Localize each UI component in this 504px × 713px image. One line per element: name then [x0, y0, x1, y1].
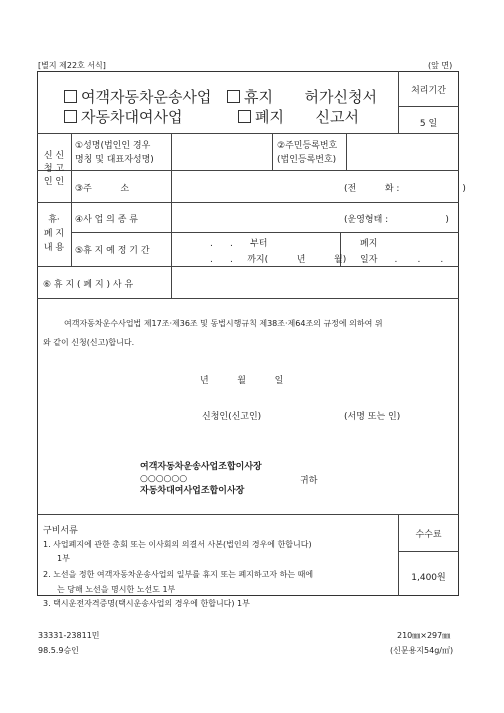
- processing-period-label: 처리기간: [411, 86, 446, 96]
- reason-label: ⑥ 휴 지 ( 폐 지 ) 사 유: [43, 280, 134, 290]
- document-item-1-copies: 1부: [57, 554, 70, 563]
- divider-documents-top: [37, 514, 459, 515]
- fee-value: 1,400원: [411, 573, 446, 583]
- period-from-field[interactable]: . . 부터: [210, 239, 268, 249]
- divider-reason-bottom: [37, 298, 459, 299]
- processing-period-value: 5 일: [419, 119, 438, 129]
- addressee-passenger-union: 여객자동차운송사업조합이사장: [140, 462, 262, 472]
- footer-paper-size: 210㎜×297㎜: [397, 631, 451, 640]
- vline-id-left: [272, 134, 273, 171]
- closure-date-label: 폐지: [360, 239, 378, 249]
- footer-approval: 98.5.9승인: [38, 646, 79, 655]
- divider-suspension-mid: [71, 232, 459, 233]
- applicant-signature-label: 신청인(신고인): [202, 412, 262, 422]
- fee-label: 수수료: [415, 530, 442, 540]
- checkbox-suspension[interactable]: [227, 90, 240, 103]
- statement-line-1: 여객자동차운수사업법 제17조·제36조 및 동법시행규칙 제38조·제64조의 규정에 의하여 위: [64, 319, 383, 328]
- name-label: ①성명(법인인 경우 명칭 및 대표자성명): [75, 141, 154, 165]
- addressee-block: [140, 461, 262, 497]
- suspension-section-label: 휴· 폐 지 내 용: [43, 215, 65, 253]
- business-type-field[interactable]: [172, 203, 342, 232]
- business-type-label: ④사 업 의 종 류: [75, 215, 138, 225]
- addressee-rental-union: 자동차대여사업조합이사장: [140, 486, 245, 496]
- title-option-closure: 폐지: [255, 108, 284, 126]
- reason-field[interactable]: [172, 267, 458, 298]
- name-field[interactable]: [172, 134, 271, 170]
- footer-paper-type: (신문용지54g/㎡): [390, 646, 454, 655]
- title-report: 신고서: [315, 108, 360, 126]
- checkbox-passenger-transport[interactable]: [64, 90, 77, 103]
- document-item-2: 2. 노선을 정한 여객자동차운송사업의 일부를 휴지 또는 폐지하고자 하는 때에: [43, 570, 314, 579]
- document-item-3: 3. 택시운전자격증명(택시운송사업의 경우에 한합니다) 1부: [43, 599, 250, 608]
- address-field[interactable]: [172, 171, 342, 202]
- title-row-2: [64, 106, 359, 127]
- title-option-passenger-transport: 여객자동차운송사업: [81, 88, 212, 106]
- document-item-2-cont: 는 당해 노선을 명시한 노선도 1부: [57, 585, 176, 594]
- period-until-field[interactable]: . . 까지( 년 월): [210, 255, 347, 265]
- operation-type-label: (운영형태 : ): [344, 215, 449, 225]
- title-option-car-rental: 자동차대여사업: [81, 108, 183, 126]
- address-label: ③주 소: [75, 184, 130, 194]
- closure-date-field[interactable]: 일자 . . .: [360, 255, 444, 265]
- phone-label: (전 화 : ): [344, 184, 466, 194]
- front-page-label: (앞 면): [428, 61, 453, 70]
- title-option-suspension: 휴지: [243, 88, 273, 106]
- title-permit-application: 허가신청서: [304, 88, 377, 106]
- applicant-section-label: 신 신 청 고 인 인: [43, 151, 65, 187]
- divider-fee: [398, 551, 459, 552]
- statement-line-2: 와 같이 신청(신고)합니다.: [43, 338, 135, 347]
- checkbox-car-rental[interactable]: [64, 110, 77, 123]
- form-number: [별지 제22호 서식]: [38, 61, 106, 70]
- id-number-label: ②주민등록번호 (법인등록번호): [277, 141, 338, 165]
- vline-section-labels: [71, 134, 72, 267]
- checkbox-closure[interactable]: [238, 110, 251, 123]
- divider-processing: [398, 106, 459, 107]
- document-item-1: 1. 사업폐지에 관한 총회 또는 이사회의 의결서 사본(법인의 경우에 한합니다): [43, 540, 312, 549]
- signature-note[interactable]: (서명 또는 인): [344, 412, 401, 422]
- addressee-placeholder: ○○○○○○: [140, 474, 188, 484]
- honorific: 귀하: [300, 476, 318, 486]
- footer-code: 33331-23811민: [38, 631, 100, 640]
- application-date[interactable]: 년 월 일: [200, 376, 284, 386]
- documents-title: 구비서류: [43, 526, 78, 536]
- suspension-period-label: ⑤휴 지 예 정 기 간: [75, 246, 150, 256]
- title-row-1: [64, 86, 377, 107]
- id-number-field[interactable]: [347, 134, 458, 170]
